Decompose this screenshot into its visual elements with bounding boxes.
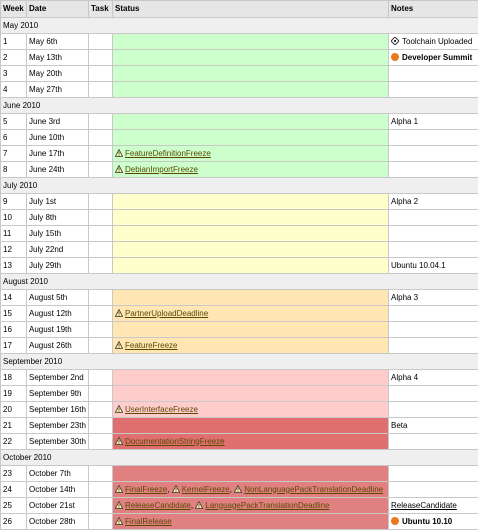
notes-text: Developer Summit — [402, 53, 472, 62]
user-interface-freeze-link[interactable]: UserInterfaceFreeze — [125, 405, 198, 414]
debian-import-freeze-link[interactable]: DebianImportFreeze — [125, 165, 198, 174]
task-cell — [89, 114, 113, 130]
warning-icon — [115, 501, 123, 509]
task-cell — [89, 402, 113, 418]
date-cell: June 24th — [27, 162, 89, 178]
date-cell: June 17th — [27, 146, 89, 162]
month-row — [1, 18, 478, 34]
notes-cell — [389, 306, 478, 322]
notes-cell — [389, 226, 478, 242]
status-cell — [113, 242, 389, 258]
warning-icon — [115, 309, 123, 317]
week-cell: 25 — [1, 498, 27, 514]
month-label: September 2010 — [1, 354, 478, 370]
table-row — [1, 338, 478, 354]
notes-cell — [389, 514, 478, 530]
month-row — [1, 450, 478, 466]
notes-cell — [389, 242, 478, 258]
week-cell: 21 — [1, 418, 27, 434]
task-cell — [89, 418, 113, 434]
status-cell — [113, 66, 389, 82]
notes-cell — [389, 466, 478, 482]
task-cell — [89, 514, 113, 530]
week-cell: 1 — [1, 34, 27, 50]
documentation-string-freeze-link[interactable]: DocumentationStringFreeze — [125, 437, 225, 446]
status-cell — [113, 50, 389, 66]
week-cell: 23 — [1, 466, 27, 482]
col-status: Status — [113, 1, 389, 18]
non-language-pack-translation-deadline-link[interactable]: NonLanguagePackTranslationDeadline — [244, 485, 383, 494]
kernel-freeze-link[interactable]: KernelFreeze — [182, 485, 230, 494]
notes-cell — [389, 34, 478, 50]
warning-icon — [115, 341, 123, 349]
week-cell: 14 — [1, 290, 27, 306]
table-row — [1, 130, 478, 146]
week-cell: 19 — [1, 386, 27, 402]
notes-text: Toolchain Uploaded — [402, 37, 472, 46]
table-row — [1, 482, 478, 498]
col-date: Date — [27, 1, 89, 18]
task-cell — [89, 370, 113, 386]
week-cell: 13 — [1, 258, 27, 274]
week-cell: 5 — [1, 114, 27, 130]
task-cell — [89, 210, 113, 226]
notes-cell: Alpha 1 — [389, 114, 478, 130]
table-row — [1, 386, 478, 402]
date-cell: May 13th — [27, 50, 89, 66]
status-cell — [113, 34, 389, 50]
warning-icon — [115, 405, 123, 413]
task-cell — [89, 82, 113, 98]
task-cell — [89, 482, 113, 498]
status-cell — [113, 162, 389, 178]
table-row — [1, 434, 478, 450]
notes-cell — [389, 66, 478, 82]
task-cell — [89, 66, 113, 82]
status-cell — [113, 418, 389, 434]
table-row — [1, 66, 478, 82]
date-cell: August 26th — [27, 338, 89, 354]
notes-cell — [389, 210, 478, 226]
date-cell: May 27th — [27, 82, 89, 98]
warning-icon — [115, 485, 123, 493]
date-cell: September 2nd — [27, 370, 89, 386]
col-task: Task — [89, 1, 113, 18]
date-cell: August 5th — [27, 290, 89, 306]
table-row — [1, 242, 478, 258]
table-row — [1, 226, 478, 242]
date-cell: August 19th — [27, 322, 89, 338]
date-cell: July 1st — [27, 194, 89, 210]
date-cell: October 28th — [27, 514, 89, 530]
notes-cell — [389, 130, 478, 146]
month-row — [1, 98, 478, 114]
status-cell — [113, 370, 389, 386]
final-release-link[interactable]: FinalRelease — [125, 517, 172, 526]
task-cell — [89, 434, 113, 450]
release-candidate-note-link[interactable]: ReleaseCandidate — [391, 501, 457, 510]
release-candidate-link[interactable]: ReleaseCandidate — [125, 501, 191, 510]
notes-cell: Beta — [389, 418, 478, 434]
date-cell: September 23th — [27, 418, 89, 434]
date-cell: June 10th — [27, 130, 89, 146]
notes-cell — [389, 386, 478, 402]
task-cell — [89, 34, 113, 50]
task-cell — [89, 146, 113, 162]
date-cell: June 3rd — [27, 114, 89, 130]
date-cell: July 8th — [27, 210, 89, 226]
status-cell — [113, 290, 389, 306]
date-cell: May 20th — [27, 66, 89, 82]
notes-cell — [389, 146, 478, 162]
ubuntu-logo-icon — [391, 517, 399, 525]
status-cell — [113, 210, 389, 226]
notes-cell — [389, 402, 478, 418]
warning-icon — [115, 149, 123, 157]
date-cell: September 9th — [27, 386, 89, 402]
table-row — [1, 322, 478, 338]
week-cell: 2 — [1, 50, 27, 66]
notes-cell — [389, 162, 478, 178]
date-cell: July 15th — [27, 226, 89, 242]
week-cell: 24 — [1, 482, 27, 498]
status-cell — [113, 434, 389, 450]
task-cell — [89, 50, 113, 66]
notes-cell: Alpha 3 — [389, 290, 478, 306]
table-row — [1, 194, 478, 210]
warning-icon — [195, 501, 203, 509]
week-cell: 15 — [1, 306, 27, 322]
notes-cell — [389, 322, 478, 338]
task-cell — [89, 242, 113, 258]
week-cell: 10 — [1, 210, 27, 226]
separator: , — [167, 485, 171, 494]
status-cell — [113, 322, 389, 338]
table-row — [1, 466, 478, 482]
task-cell — [89, 322, 113, 338]
task-cell — [89, 162, 113, 178]
status-cell — [113, 82, 389, 98]
week-cell: 4 — [1, 82, 27, 98]
week-cell: 18 — [1, 370, 27, 386]
task-cell — [89, 258, 113, 274]
status-cell — [113, 306, 389, 322]
week-cell: 11 — [1, 226, 27, 242]
date-cell: July 29th — [27, 258, 89, 274]
month-row — [1, 354, 478, 370]
notes-cell: Alpha 4 — [389, 370, 478, 386]
notes-cell — [389, 482, 478, 498]
ubuntu-logo-icon — [391, 53, 399, 61]
notes-cell: Alpha 2 — [389, 194, 478, 210]
status-cell — [113, 146, 389, 162]
notes-cell — [389, 82, 478, 98]
status-cell — [113, 226, 389, 242]
col-notes: Notes — [389, 1, 478, 18]
date-cell: August 12th — [27, 306, 89, 322]
status-cell — [113, 514, 389, 530]
week-cell: 7 — [1, 146, 27, 162]
table-row — [1, 210, 478, 226]
week-cell: 8 — [1, 162, 27, 178]
warning-icon — [115, 517, 123, 525]
feature-definition-freeze-link[interactable]: FeatureDefinitionFreeze — [125, 149, 211, 158]
date-cell: October 21st — [27, 498, 89, 514]
month-label: June 2010 — [1, 98, 478, 114]
month-row — [1, 178, 478, 194]
separator: , — [230, 485, 234, 494]
week-cell: 16 — [1, 322, 27, 338]
table-row — [1, 306, 478, 322]
table-row — [1, 370, 478, 386]
status-cell — [113, 258, 389, 274]
week-cell: 20 — [1, 402, 27, 418]
notes-cell — [389, 50, 478, 66]
table-row — [1, 162, 478, 178]
notes-cell — [389, 338, 478, 354]
notes-cell: Ubuntu 10.04.1 — [389, 258, 478, 274]
week-cell: 17 — [1, 338, 27, 354]
date-cell: September 30th — [27, 434, 89, 450]
notes-cell — [389, 434, 478, 450]
table-row — [1, 514, 478, 530]
table-row — [1, 146, 478, 162]
task-cell — [89, 226, 113, 242]
week-cell: 22 — [1, 434, 27, 450]
language-pack-translation-deadline-link[interactable]: LanguagePackTranslationDeadline — [205, 501, 329, 510]
warning-icon — [115, 437, 123, 445]
task-cell — [89, 338, 113, 354]
separator: , — [191, 501, 195, 510]
week-cell: 6 — [1, 130, 27, 146]
status-cell — [113, 482, 389, 498]
task-cell — [89, 466, 113, 482]
month-label: July 2010 — [1, 178, 478, 194]
date-cell: September 16th — [27, 402, 89, 418]
table-row — [1, 258, 478, 274]
week-cell: 26 — [1, 514, 27, 530]
table-row — [1, 34, 478, 50]
status-cell — [113, 386, 389, 402]
table-row — [1, 290, 478, 306]
notes-text: Ubuntu 10.10 — [402, 517, 452, 526]
status-cell — [113, 194, 389, 210]
diamond-icon — [391, 37, 399, 45]
date-cell: July 22nd — [27, 242, 89, 258]
status-cell — [113, 338, 389, 354]
month-label: August 2010 — [1, 274, 478, 290]
status-cell — [113, 402, 389, 418]
month-row — [1, 274, 478, 290]
date-cell: October 14th — [27, 482, 89, 498]
table-row — [1, 402, 478, 418]
warning-icon — [172, 485, 180, 493]
final-freeze-link[interactable]: FinalFreeze — [125, 485, 167, 494]
table-row — [1, 114, 478, 130]
status-cell — [113, 114, 389, 130]
date-cell: October 7th — [27, 466, 89, 482]
table-row — [1, 50, 478, 66]
task-cell — [89, 194, 113, 210]
feature-freeze-link[interactable]: FeatureFreeze — [125, 341, 177, 350]
warning-icon — [115, 165, 123, 173]
task-cell — [89, 290, 113, 306]
task-cell — [89, 306, 113, 322]
header-row — [1, 1, 478, 18]
status-cell — [113, 130, 389, 146]
week-cell: 9 — [1, 194, 27, 210]
week-cell: 3 — [1, 66, 27, 82]
table-row — [1, 82, 478, 98]
warning-icon — [234, 485, 242, 493]
week-cell: 12 — [1, 242, 27, 258]
task-cell — [89, 386, 113, 402]
month-label: October 2010 — [1, 450, 478, 466]
task-cell — [89, 130, 113, 146]
date-cell: May 6th — [27, 34, 89, 50]
month-label: May 2010 — [1, 18, 478, 34]
partner-upload-deadline-link[interactable]: PartnerUploadDeadline — [125, 309, 208, 318]
col-week: Week — [1, 1, 27, 18]
table-row — [1, 418, 478, 434]
status-cell — [113, 466, 389, 482]
